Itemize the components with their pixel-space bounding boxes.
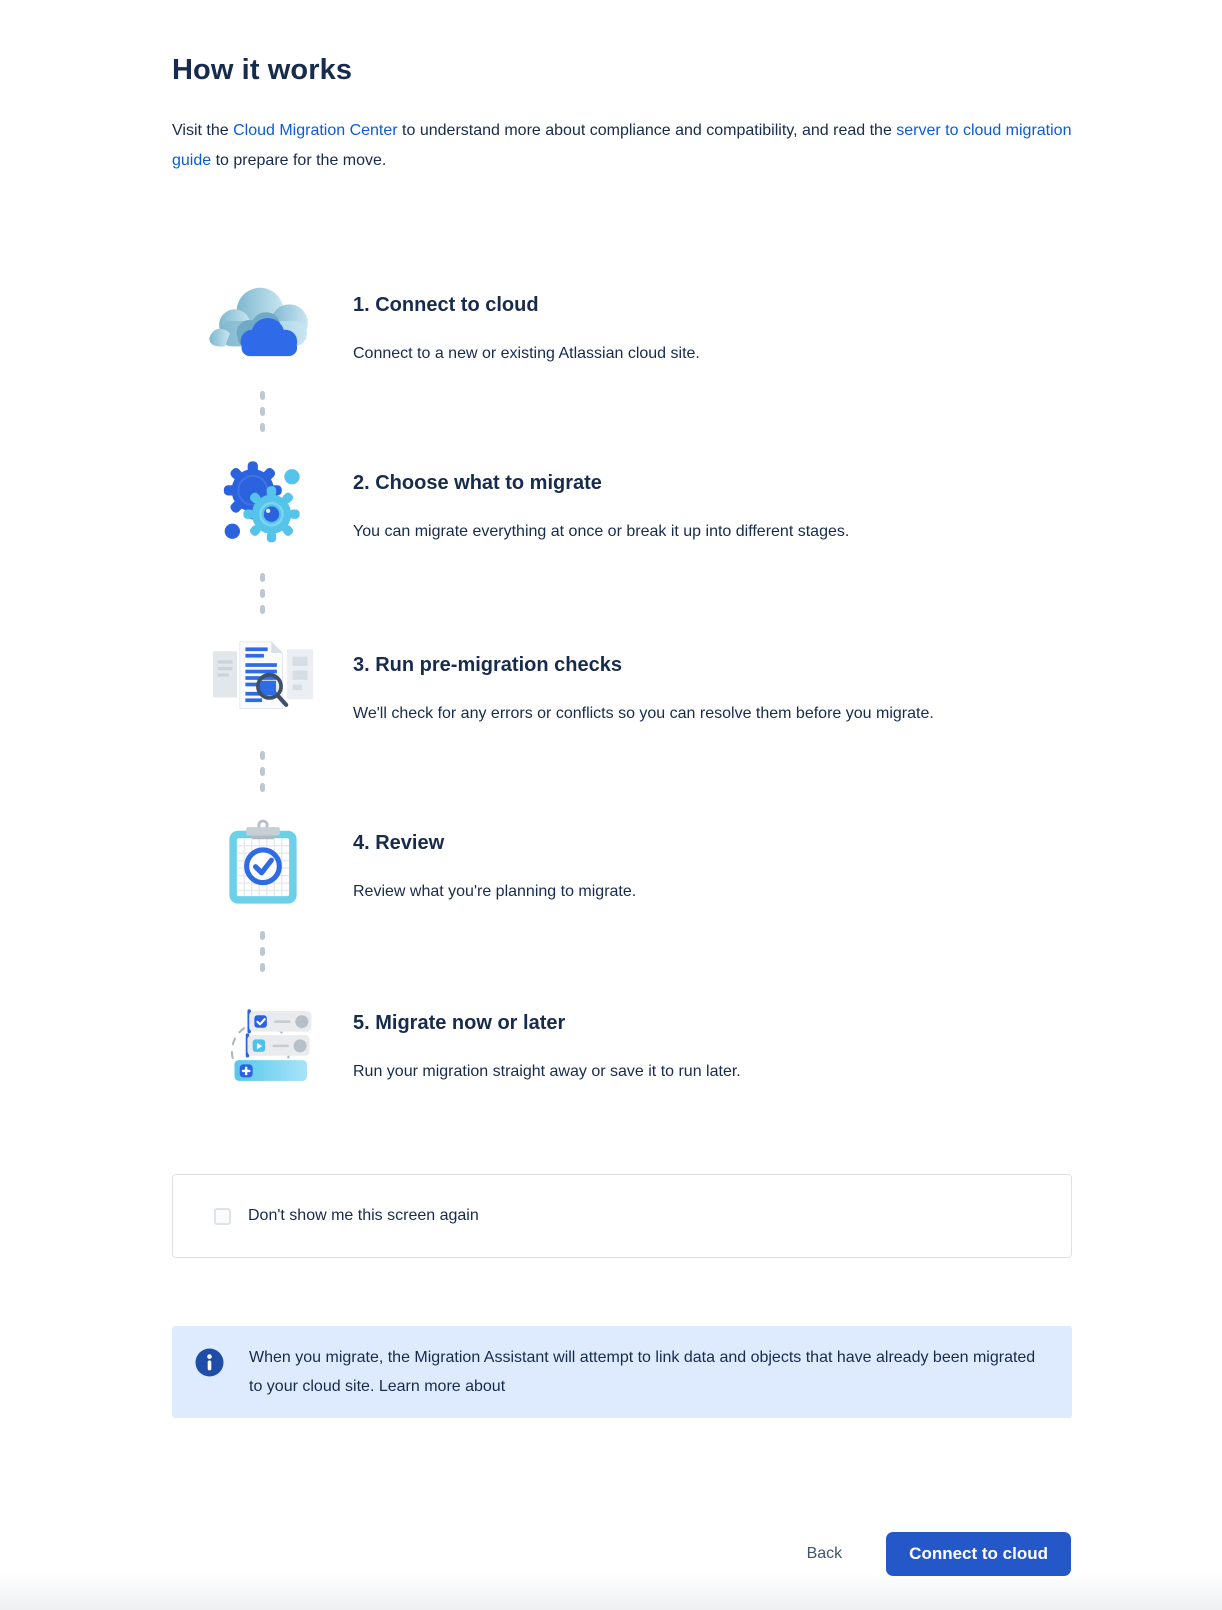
step-choose-what-to-migrate bbox=[172, 458, 1072, 550]
step-connector-dots bbox=[260, 391, 265, 432]
step-title: 4. Review bbox=[353, 832, 445, 854]
intro-text-mid: to understand more about compliance and compatibility, and read the bbox=[397, 122, 897, 139]
step-title: 3. Run pre-migration checks bbox=[353, 654, 622, 676]
step-connector-dots bbox=[260, 751, 265, 792]
dont-show-card bbox=[172, 1174, 1072, 1258]
clipboard-check-icon bbox=[221, 818, 305, 908]
step-migrate-now-or-later bbox=[172, 998, 1072, 1086]
step-connector-dots bbox=[260, 573, 265, 614]
intro-paragraph bbox=[172, 116, 1072, 176]
steps-list bbox=[172, 280, 1072, 1086]
migration-guide-link[interactable]: server to cloud migration guide bbox=[172, 122, 1072, 169]
page-title: How it works bbox=[172, 54, 353, 86]
step-description: Connect to a new or existing Atlassian cloud site. bbox=[353, 345, 700, 362]
step-description: You can migrate everything at once or break it up into different stages. bbox=[353, 523, 850, 540]
step-description: We'll check for any errors or conflicts so you can resolve them before you migrate. bbox=[353, 705, 934, 722]
info-banner-text: When you migrate, the Migration Assistant will attempt to link data and objects that have already been migrated to your cloud site. Learn more about bbox=[249, 1349, 1036, 1395]
step-connector-dots bbox=[260, 931, 265, 972]
task-list-icon bbox=[203, 998, 323, 1086]
step-title: 5. Migrate now or later bbox=[353, 1012, 566, 1034]
step-description: Review what you're planning to migrate. bbox=[353, 883, 637, 900]
step-run-pre-migration-checks bbox=[172, 640, 1072, 728]
step-connect-to-cloud bbox=[172, 280, 1072, 368]
info-banner bbox=[172, 1326, 1072, 1418]
dont-show-label[interactable]: Don't show me this screen again bbox=[248, 1207, 479, 1224]
dont-show-checkbox[interactable] bbox=[214, 1208, 231, 1225]
step-title: 2. Choose what to migrate bbox=[353, 472, 602, 494]
document-search-icon bbox=[207, 640, 319, 716]
step-title: 1. Connect to cloud bbox=[353, 294, 539, 316]
clouds-icon bbox=[204, 280, 322, 360]
step-description: Run your migration straight away or save it to run later. bbox=[353, 1063, 741, 1080]
footer-bar bbox=[0, 1480, 1222, 1610]
main-content bbox=[172, 52, 1072, 1418]
connect-to-cloud-button[interactable]: Connect to cloud bbox=[886, 1532, 1071, 1576]
cloud-migration-center-link[interactable]: Cloud Migration Center bbox=[233, 122, 398, 139]
info-icon bbox=[195, 1348, 224, 1377]
intro-text-pre: Visit the bbox=[172, 122, 234, 139]
back-button[interactable]: Back bbox=[797, 1545, 853, 1563]
gears-icon bbox=[210, 458, 316, 550]
intro-text-post: to prepare for the move. bbox=[211, 152, 387, 169]
step-review bbox=[172, 818, 1072, 908]
